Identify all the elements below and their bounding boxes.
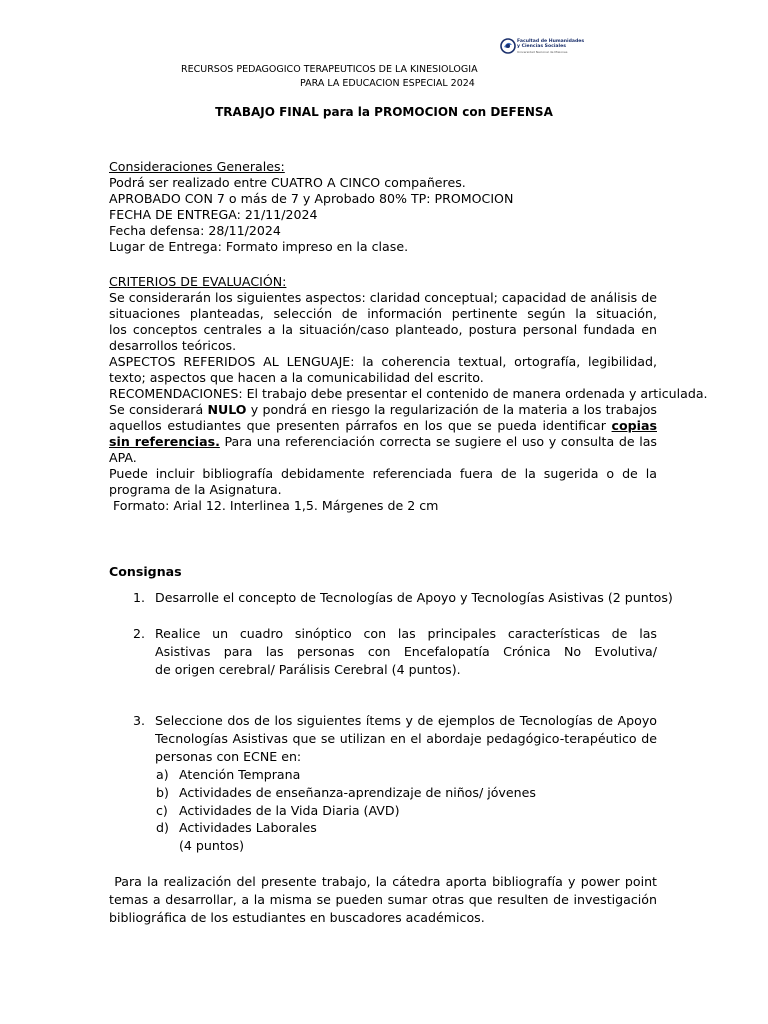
sub-item-text: Atención Temprana <box>179 767 301 782</box>
consigna-3-points: (4 puntos) <box>179 838 245 853</box>
sub-item-d <box>156 819 317 837</box>
consigna-line: Realice un cuadro sinóptico con las principales características de las <box>155 626 657 641</box>
nulo-text-a: Se considerará <box>109 402 204 417</box>
general-considerations-section <box>109 159 657 255</box>
nulo-paragraph-line <box>109 434 657 450</box>
nulo-paragraph-line <box>109 418 657 434</box>
sub-item-letter: a) <box>156 767 169 782</box>
consigna-line: Tecnologías Asistivas que se utilizan en el abordaje pedagógico-terapéutico de <box>155 731 657 746</box>
nulo-text-c: aquellos estudiantes que presenten párrafos en los que se pueda identificar <box>109 418 606 433</box>
consigna-text <box>155 589 673 607</box>
general-line: FECHA DE ENTREGA: 21/11/2024 <box>109 207 318 222</box>
faculty-emblem-icon <box>500 38 516 54</box>
consigna-line: Asistivas para las personas con Encefalopatía Crónica No Evolutiva/ <box>155 644 657 659</box>
sub-item-text: Actividades Laborales <box>179 820 317 835</box>
logo-line-3: Universidad Nacional de Misiones <box>517 50 568 54</box>
sub-item-text: Actividades de enseñanza-aprendizaje de niños/ jóvenes <box>179 785 536 800</box>
logo-line-2: y Ciencias Sociales <box>517 44 566 49</box>
consigna-number: 2. <box>133 626 146 641</box>
nulo-paragraph-line: APA. <box>109 450 137 465</box>
general-considerations-heading: Consideraciones Generales: <box>109 159 285 174</box>
sub-item-letter: b) <box>156 785 169 800</box>
sub-item-c <box>156 802 400 820</box>
sub-item-a <box>156 766 301 784</box>
language-paragraph-line: texto; aspectos que hacen a la comunicabilidad del escrito. <box>109 370 484 385</box>
general-line: Lugar de Entrega: Formato impreso en la clase. <box>109 239 409 254</box>
general-line: Fecha defensa: 28/11/2024 <box>109 223 281 238</box>
consigna-line: de origen cerebral/ Parálisis Cerebral (4 puntos). <box>155 662 461 677</box>
consigna-line: Seleccione dos de los siguientes ítems y de ejemplos de Tecnologías de Apoyo <box>155 713 657 728</box>
nulo-paragraph-line <box>109 402 657 418</box>
recommendations-line: RECOMENDACIONES: El trabajo debe presentar el contenido de manera ordenada y articulada. <box>109 386 708 401</box>
copias-textuales-emphasis: copias <box>611 418 657 433</box>
nulo-text-d: Para una referenciación correcta se sugiere el uso y consulta de las <box>224 434 657 449</box>
closing-line: temas a desarrollar, a la misma se pueden sumar otras que resulten de investigación <box>109 892 657 907</box>
nulo-text-b: y pondrá en riesgo la regularización de la materia a los trabajos <box>250 402 657 417</box>
consigna-line: Desarrolle el concepto de Tecnologías de Apoyo y Tecnologías Asistivas (2 puntos) <box>155 590 673 605</box>
faculty-logo <box>500 38 590 58</box>
bibliography-paragraph-line: Puede incluir bibliografía debidamente referenciada fuera de la sugerida o de la <box>109 466 657 481</box>
closing-line: Para la realización del presente trabajo, la cátedra aporta bibliografía y power point <box>114 874 657 889</box>
consigna-text <box>155 712 657 766</box>
criteria-paragraph-line: los conceptos centrales a la situación/caso planteado, postura personal fundada en <box>109 322 657 337</box>
evaluation-criteria-section <box>109 274 708 514</box>
consignas-heading: Consignas <box>109 564 182 579</box>
nulo-emphasis: NULO <box>207 402 247 417</box>
general-line: APROBADO CON 7 o más de 7 y Aprobado 80% TP: PROMOCION <box>109 191 514 206</box>
general-line: Podrá ser realizado entre CUATRO A CINCO compañeres. <box>109 175 466 190</box>
criteria-paragraph-line: desarrollos teóricos. <box>109 338 237 353</box>
consigna-number: 3. <box>133 713 146 728</box>
sub-item-text: Actividades de la Vida Diaria (AVD) <box>179 803 400 818</box>
course-header-line-2: PARA LA EDUCACION ESPECIAL 2024 <box>300 78 475 89</box>
consigna-line: personas con ECNE en: <box>155 749 302 764</box>
sub-item-b <box>156 784 536 802</box>
criteria-paragraph-line: Se considerarán los siguientes aspectos: claridad conceptual; capacidad de análisis de <box>109 290 657 305</box>
language-paragraph-line: ASPECTOS REFERIDOS AL LENGUAJE: la coherencia textual, ortografía, legibilidad, <box>109 354 657 369</box>
logo-line-1: Facultad de Humanidades <box>517 39 585 44</box>
evaluation-criteria-heading: CRITERIOS DE EVALUACIÓN: <box>109 274 287 289</box>
consigna-number: 1. <box>133 590 146 605</box>
consigna-text <box>155 625 657 679</box>
bibliography-paragraph-line: programa de la Asignatura. <box>109 482 282 497</box>
sub-item-letter: d) <box>156 820 169 835</box>
criteria-paragraph-line: situaciones planteadas, selección de información pertinente según la situación, <box>109 306 657 321</box>
course-header-line-1: RECURSOS PEDAGOGICO TERAPEUTICOS DE LA KINESIOLOGIA <box>181 64 478 75</box>
format-line: Formato: Arial 12. Interlinea 1,5. Márgenes de 2 cm <box>109 498 439 513</box>
closing-line: bibliográfica de los estudiantes en buscadores académicos. <box>109 910 485 925</box>
sub-item-letter: c) <box>156 803 168 818</box>
sin-referencias-emphasis: sin referencias. <box>109 434 220 449</box>
document-title: TRABAJO FINAL para la PROMOCION con DEFENSA <box>215 105 553 119</box>
closing-paragraph <box>109 873 657 927</box>
